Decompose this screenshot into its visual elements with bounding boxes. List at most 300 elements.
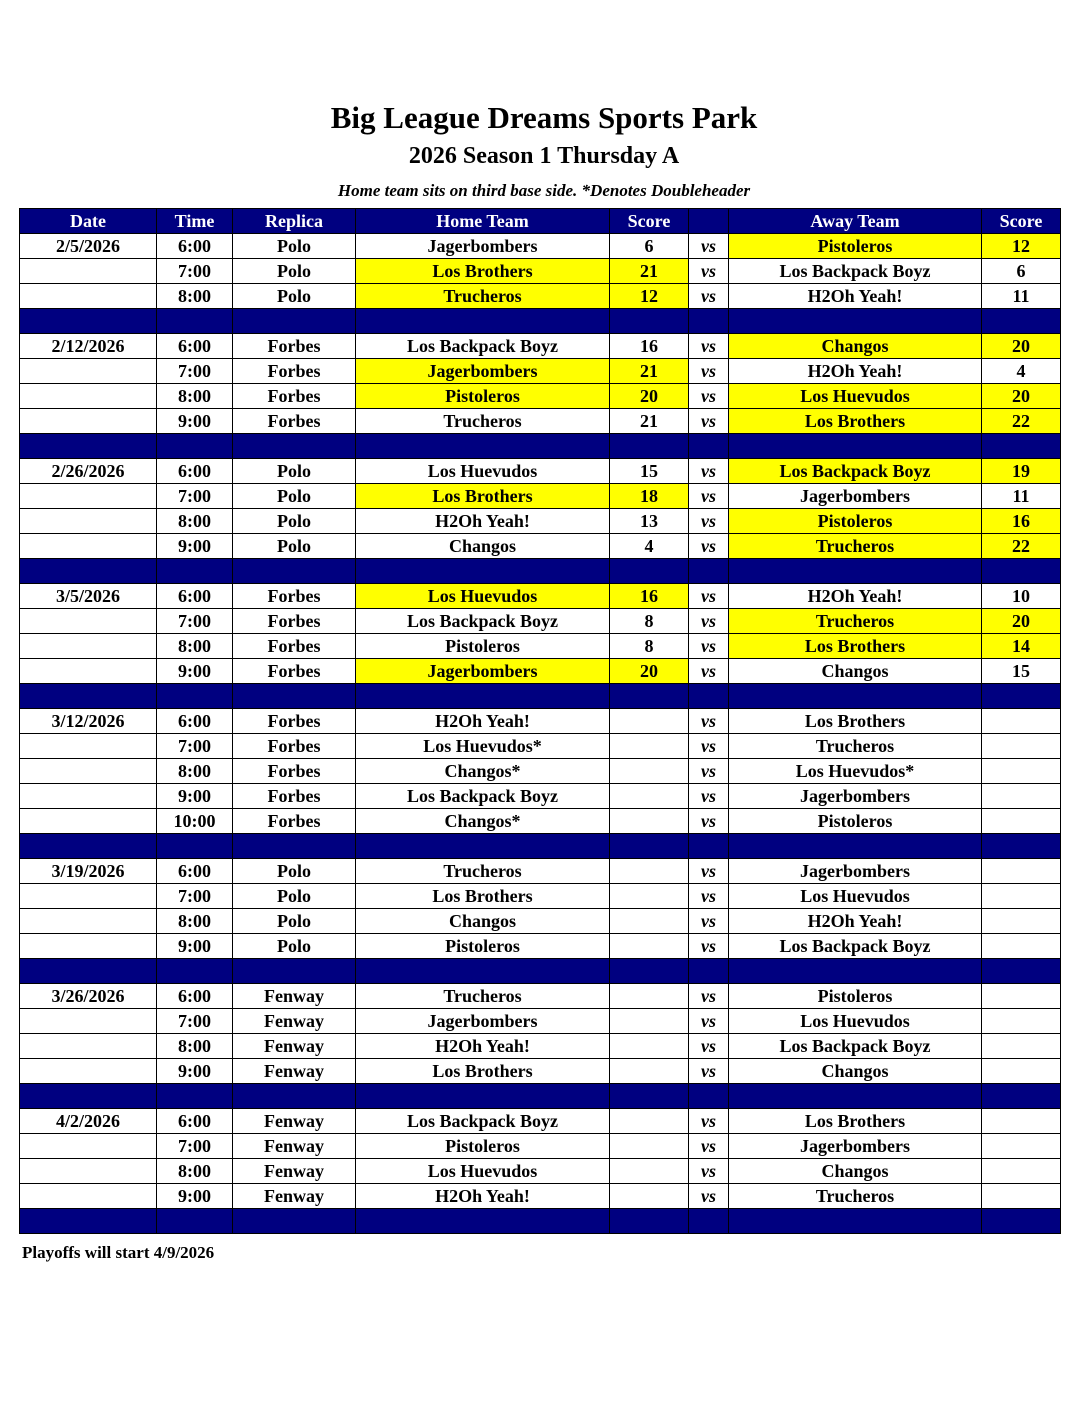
vs-label: vs <box>689 509 729 534</box>
separator-cell <box>157 559 233 584</box>
game-field: Polo <box>233 509 356 534</box>
separator-cell <box>982 1209 1061 1234</box>
away-team: Los Huevudos <box>729 1009 982 1034</box>
separator-cell <box>157 309 233 334</box>
week-separator <box>20 959 1061 984</box>
header-note: Home team sits on third base side. *Denotes Doubleheader <box>337 181 751 200</box>
game-field: Polo <box>233 859 356 884</box>
home-score <box>610 934 689 959</box>
away-score <box>982 984 1061 1009</box>
separator-cell <box>20 684 157 709</box>
game-row <box>20 759 1061 784</box>
col-header-time: Time <box>157 209 233 234</box>
game-time: 7:00 <box>157 484 233 509</box>
separator-cell <box>20 834 157 859</box>
home-score <box>610 1034 689 1059</box>
separator-cell <box>610 1209 689 1234</box>
home-team: Pistoleros <box>356 634 610 659</box>
game-row <box>20 259 1061 284</box>
vs-label: vs <box>689 1109 729 1134</box>
home-team: Los Backpack Boyz <box>356 1109 610 1134</box>
separator-cell <box>20 959 157 984</box>
col-header-away-team: Away Team <box>729 209 982 234</box>
separator-cell <box>610 684 689 709</box>
away-team: Los Backpack Boyz <box>729 934 982 959</box>
game-row <box>20 384 1061 409</box>
game-time: 7:00 <box>157 1009 233 1034</box>
away-team: Los Backpack Boyz <box>729 1034 982 1059</box>
away-score <box>982 1009 1061 1034</box>
game-date-empty <box>20 1034 157 1059</box>
away-team: Trucheros <box>729 534 982 559</box>
game-time: 7:00 <box>157 734 233 759</box>
away-score: 20 <box>982 609 1061 634</box>
game-date: 4/2/2026 <box>20 1109 157 1134</box>
away-team: Pistoleros <box>729 509 982 534</box>
page-title: Big League Dreams Sports Park <box>330 100 758 135</box>
away-score <box>982 809 1061 834</box>
away-team: Trucheros <box>729 609 982 634</box>
separator-cell <box>982 434 1061 459</box>
separator-cell <box>689 309 729 334</box>
game-date: 2/26/2026 <box>20 459 157 484</box>
away-team: Los Brothers <box>729 709 982 734</box>
separator-cell <box>982 559 1061 584</box>
home-score <box>610 759 689 784</box>
separator-cell <box>157 434 233 459</box>
home-score <box>610 1134 689 1159</box>
game-time: 6:00 <box>157 984 233 1009</box>
vs-label: vs <box>689 1159 729 1184</box>
away-score: 4 <box>982 359 1061 384</box>
game-time: 6:00 <box>157 459 233 484</box>
separator-cell <box>729 309 982 334</box>
game-date-empty <box>20 409 157 434</box>
separator-cell <box>689 1209 729 1234</box>
week-separator <box>20 1209 1061 1234</box>
away-score <box>982 709 1061 734</box>
separator-cell <box>157 1209 233 1234</box>
separator-cell <box>982 684 1061 709</box>
game-time: 9:00 <box>157 1184 233 1209</box>
game-field: Fenway <box>233 1109 356 1134</box>
away-score <box>982 909 1061 934</box>
game-row <box>20 934 1061 959</box>
game-field: Polo <box>233 259 356 284</box>
separator-cell <box>689 834 729 859</box>
week-separator <box>20 1084 1061 1109</box>
game-field: Forbes <box>233 334 356 359</box>
separator-cell <box>729 434 982 459</box>
game-row <box>20 634 1061 659</box>
away-score: 22 <box>982 534 1061 559</box>
separator-cell <box>356 559 610 584</box>
week-separator <box>20 434 1061 459</box>
game-row <box>20 1159 1061 1184</box>
vs-label: vs <box>689 1059 729 1084</box>
vs-label: vs <box>689 1034 729 1059</box>
game-date-empty <box>20 484 157 509</box>
game-time: 6:00 <box>157 1109 233 1134</box>
away-team: H2Oh Yeah! <box>729 284 982 309</box>
separator-cell <box>356 434 610 459</box>
home-team: H2Oh Yeah! <box>356 1184 610 1209</box>
vs-label: vs <box>689 784 729 809</box>
away-score: 16 <box>982 509 1061 534</box>
home-team: Los Backpack Boyz <box>356 784 610 809</box>
home-score: 12 <box>610 284 689 309</box>
separator-cell <box>610 834 689 859</box>
game-time: 7:00 <box>157 609 233 634</box>
away-score <box>982 1134 1061 1159</box>
vs-label: vs <box>689 1134 729 1159</box>
home-team: Pistoleros <box>356 384 610 409</box>
game-date-empty <box>20 509 157 534</box>
away-score: 20 <box>982 334 1061 359</box>
game-field: Polo <box>233 234 356 259</box>
game-time: 6:00 <box>157 584 233 609</box>
game-date: 3/19/2026 <box>20 859 157 884</box>
game-field: Forbes <box>233 784 356 809</box>
week-separator <box>20 684 1061 709</box>
schedule-body <box>20 234 1061 1234</box>
vs-label: vs <box>689 1184 729 1209</box>
separator-cell <box>356 1209 610 1234</box>
separator-cell <box>233 309 356 334</box>
game-time: 9:00 <box>157 784 233 809</box>
away-score: 6 <box>982 259 1061 284</box>
vs-label: vs <box>689 809 729 834</box>
away-score <box>982 734 1061 759</box>
vs-label: vs <box>689 584 729 609</box>
separator-cell <box>689 434 729 459</box>
separator-cell <box>157 684 233 709</box>
game-time: 7:00 <box>157 259 233 284</box>
home-team: Pistoleros <box>356 1134 610 1159</box>
game-row <box>20 509 1061 534</box>
home-score <box>610 734 689 759</box>
game-date-empty <box>20 1059 157 1084</box>
game-time: 8:00 <box>157 384 233 409</box>
game-field: Fenway <box>233 1034 356 1059</box>
home-score: 16 <box>610 584 689 609</box>
vs-label: vs <box>689 759 729 784</box>
vs-label: vs <box>689 359 729 384</box>
home-score: 18 <box>610 484 689 509</box>
separator-cell <box>356 959 610 984</box>
col-header-date: Date <box>20 209 157 234</box>
separator-cell <box>689 684 729 709</box>
away-team: H2Oh Yeah! <box>729 584 982 609</box>
separator-cell <box>610 1084 689 1109</box>
game-row <box>20 1109 1061 1134</box>
game-row <box>20 984 1061 1009</box>
away-score: 15 <box>982 659 1061 684</box>
home-score: 20 <box>610 384 689 409</box>
separator-cell <box>729 559 982 584</box>
game-time: 8:00 <box>157 1034 233 1059</box>
separator-cell <box>729 1209 982 1234</box>
vs-label: vs <box>689 734 729 759</box>
game-row <box>20 234 1061 259</box>
home-team: Trucheros <box>356 859 610 884</box>
separator-cell <box>233 1084 356 1109</box>
game-date: 2/12/2026 <box>20 334 157 359</box>
away-team: Jagerbombers <box>729 1134 982 1159</box>
vs-label: vs <box>689 634 729 659</box>
header-row <box>20 209 1061 234</box>
away-team: Trucheros <box>729 1184 982 1209</box>
game-date: 3/26/2026 <box>20 984 157 1009</box>
separator-cell <box>982 1084 1061 1109</box>
game-time: 9:00 <box>157 534 233 559</box>
game-field: Fenway <box>233 1009 356 1034</box>
game-field: Forbes <box>233 584 356 609</box>
game-field: Polo <box>233 534 356 559</box>
away-score <box>982 859 1061 884</box>
game-time: 7:00 <box>157 884 233 909</box>
home-team: Los Backpack Boyz <box>356 609 610 634</box>
home-team: Los Huevudos <box>356 584 610 609</box>
away-score: 10 <box>982 584 1061 609</box>
game-time: 10:00 <box>157 809 233 834</box>
away-team: Los Brothers <box>729 1109 982 1134</box>
away-team: Changos <box>729 334 982 359</box>
game-field: Fenway <box>233 1184 356 1209</box>
game-date-empty <box>20 1134 157 1159</box>
home-score <box>610 809 689 834</box>
home-team: H2Oh Yeah! <box>356 1034 610 1059</box>
home-score: 21 <box>610 259 689 284</box>
game-date-empty <box>20 1009 157 1034</box>
game-field: Forbes <box>233 709 356 734</box>
home-score: 13 <box>610 509 689 534</box>
game-row <box>20 1059 1061 1084</box>
game-row <box>20 484 1061 509</box>
game-row <box>20 409 1061 434</box>
home-score: 8 <box>610 609 689 634</box>
away-team: Los Huevudos* <box>729 759 982 784</box>
game-field: Fenway <box>233 1134 356 1159</box>
game-field: Forbes <box>233 359 356 384</box>
home-score <box>610 784 689 809</box>
separator-cell <box>356 834 610 859</box>
home-team: H2Oh Yeah! <box>356 709 610 734</box>
game-time: 8:00 <box>157 284 233 309</box>
vs-label: vs <box>689 659 729 684</box>
home-score <box>610 984 689 1009</box>
game-field: Fenway <box>233 1159 356 1184</box>
col-header-replica: Replica <box>233 209 356 234</box>
game-date-empty <box>20 259 157 284</box>
away-team: Los Huevudos <box>729 884 982 909</box>
game-row <box>20 909 1061 934</box>
home-score <box>610 1109 689 1134</box>
separator-cell <box>233 1209 356 1234</box>
home-team: Jagerbombers <box>356 359 610 384</box>
game-time: 9:00 <box>157 1059 233 1084</box>
game-row <box>20 809 1061 834</box>
game-field: Forbes <box>233 734 356 759</box>
separator-cell <box>157 834 233 859</box>
home-team: Los Huevudos* <box>356 734 610 759</box>
game-field: Polo <box>233 934 356 959</box>
away-score <box>982 1109 1061 1134</box>
away-score: 14 <box>982 634 1061 659</box>
home-team: Los Huevudos <box>356 459 610 484</box>
game-row <box>20 1009 1061 1034</box>
game-date-empty <box>20 609 157 634</box>
home-score <box>610 884 689 909</box>
separator-cell <box>729 684 982 709</box>
separator-cell <box>982 834 1061 859</box>
game-row <box>20 884 1061 909</box>
game-date: 3/12/2026 <box>20 709 157 734</box>
vs-label: vs <box>689 984 729 1009</box>
col-header-home-score: Score <box>610 209 689 234</box>
separator-cell <box>689 559 729 584</box>
game-date: 2/5/2026 <box>20 234 157 259</box>
home-team: Jagerbombers <box>356 1009 610 1034</box>
separator-cell <box>610 309 689 334</box>
game-field: Forbes <box>233 759 356 784</box>
game-row <box>20 784 1061 809</box>
game-field: Polo <box>233 884 356 909</box>
home-team: Los Brothers <box>356 259 610 284</box>
page-subtitle: 2026 Season 1 Thursday A <box>408 143 680 169</box>
separator-cell <box>20 559 157 584</box>
home-team: Trucheros <box>356 409 610 434</box>
away-team: H2Oh Yeah! <box>729 909 982 934</box>
game-time: 8:00 <box>157 634 233 659</box>
game-field: Forbes <box>233 659 356 684</box>
col-header-away-score: Score <box>982 209 1061 234</box>
game-date-empty <box>20 634 157 659</box>
game-field: Polo <box>233 909 356 934</box>
separator-cell <box>729 959 982 984</box>
home-score <box>610 1159 689 1184</box>
separator-cell <box>233 834 356 859</box>
game-date-empty <box>20 534 157 559</box>
home-score <box>610 859 689 884</box>
away-team: Changos <box>729 1159 982 1184</box>
game-time: 8:00 <box>157 509 233 534</box>
game-time: 8:00 <box>157 1159 233 1184</box>
game-time: 7:00 <box>157 359 233 384</box>
game-row <box>20 709 1061 734</box>
vs-label: vs <box>689 884 729 909</box>
vs-label: vs <box>689 609 729 634</box>
away-team: H2Oh Yeah! <box>729 359 982 384</box>
separator-cell <box>610 959 689 984</box>
home-score: 6 <box>610 234 689 259</box>
separator-cell <box>982 959 1061 984</box>
vs-label: vs <box>689 1009 729 1034</box>
game-date-empty <box>20 359 157 384</box>
away-score <box>982 759 1061 784</box>
vs-label: vs <box>689 484 729 509</box>
away-score <box>982 1034 1061 1059</box>
game-date-empty <box>20 734 157 759</box>
home-team: Pistoleros <box>356 934 610 959</box>
week-separator <box>20 309 1061 334</box>
away-score: 12 <box>982 234 1061 259</box>
game-time: 7:00 <box>157 1134 233 1159</box>
home-team: Jagerbombers <box>356 234 610 259</box>
game-field: Polo <box>233 484 356 509</box>
separator-cell <box>233 959 356 984</box>
col-header-vs <box>689 209 729 234</box>
vs-label: vs <box>689 384 729 409</box>
vs-label: vs <box>689 284 729 309</box>
home-score: 4 <box>610 534 689 559</box>
game-field: Forbes <box>233 609 356 634</box>
vs-label: vs <box>689 534 729 559</box>
home-score: 21 <box>610 409 689 434</box>
game-row <box>20 1134 1061 1159</box>
game-row <box>20 1184 1061 1209</box>
away-team: Los Brothers <box>729 409 982 434</box>
home-team: Changos <box>356 909 610 934</box>
game-row <box>20 859 1061 884</box>
vs-label: vs <box>689 709 729 734</box>
separator-cell <box>356 684 610 709</box>
game-row <box>20 1034 1061 1059</box>
game-date-empty <box>20 759 157 784</box>
home-team: Los Brothers <box>356 484 610 509</box>
separator-cell <box>610 559 689 584</box>
separator-cell <box>982 309 1061 334</box>
game-field: Forbes <box>233 409 356 434</box>
game-date-empty <box>20 884 157 909</box>
home-score <box>610 909 689 934</box>
separator-cell <box>157 959 233 984</box>
vs-label: vs <box>689 909 729 934</box>
vs-label: vs <box>689 259 729 284</box>
home-team: Changos* <box>356 809 610 834</box>
home-score <box>610 1184 689 1209</box>
away-score: 11 <box>982 284 1061 309</box>
vs-label: vs <box>689 409 729 434</box>
game-field: Polo <box>233 459 356 484</box>
home-team: Trucheros <box>356 284 610 309</box>
game-time: 9:00 <box>157 409 233 434</box>
away-score <box>982 1159 1061 1184</box>
game-field: Forbes <box>233 384 356 409</box>
vs-label: vs <box>689 934 729 959</box>
game-time: 9:00 <box>157 934 233 959</box>
schedule-table <box>19 208 1061 1234</box>
game-time: 8:00 <box>157 909 233 934</box>
away-team: Pistoleros <box>729 234 982 259</box>
game-time: 9:00 <box>157 659 233 684</box>
home-team: Los Huevudos <box>356 1159 610 1184</box>
playoffs-note: Playoffs will start 4/9/2026 <box>22 1243 215 1262</box>
separator-cell <box>356 1084 610 1109</box>
vs-label: vs <box>689 234 729 259</box>
game-row <box>20 284 1061 309</box>
home-score: 15 <box>610 459 689 484</box>
home-score: 20 <box>610 659 689 684</box>
game-time: 6:00 <box>157 334 233 359</box>
separator-cell <box>233 559 356 584</box>
away-score <box>982 884 1061 909</box>
away-score <box>982 934 1061 959</box>
game-row <box>20 359 1061 384</box>
separator-cell <box>610 434 689 459</box>
home-score <box>610 1059 689 1084</box>
away-team: Trucheros <box>729 734 982 759</box>
